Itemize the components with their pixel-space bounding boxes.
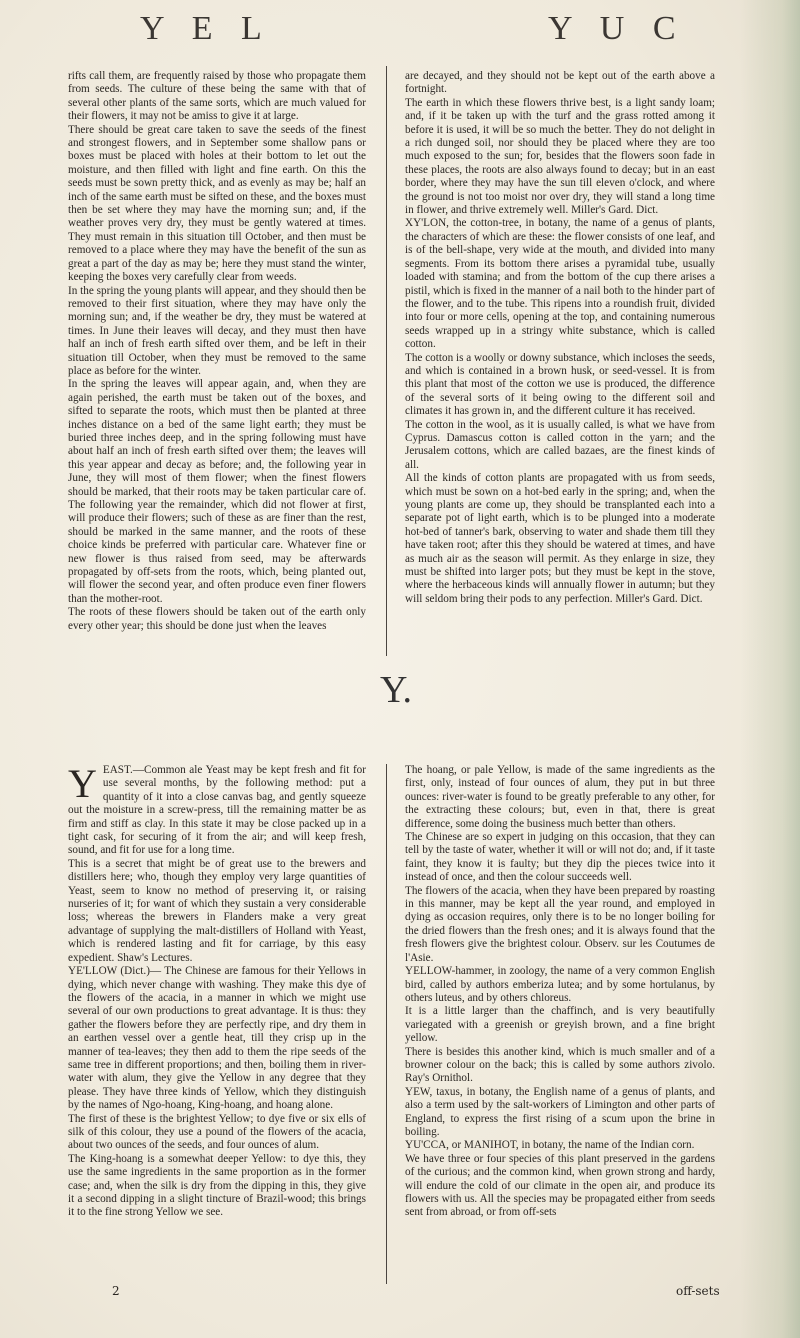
entry-yellow: YE'LLOW (Dict.)— The Chinese are famous for their Yellows in dying, which never change with washing. They make this dye of the flowers of the acacia, in a manner in which we might use several of our own productions to great advantage. It is thus: they gather the flowers before they are perfectly ripe, and dry them in an earthen vessel over a gentle heat, till they crisp up in the manner of tea-leaves; they then add to them the ripe seeds of the same tree in different proportions; and then, boiling them in river-water with alum, they give the Yellow in any degree that they please. They have three kinds of Yellow, which they distinguish by the names of Ngo-hoang, King-hoang, and hoang alone. <box>68 965 366 1112</box>
paragraph: In the spring the young plants will appear, and they should then be removed to their first situation, where they may have only the morning sun; and, if the weather be dry, they must be watered at times. In June their leaves will decay, and they must then have half an inch of fresh earth sifted over them, and be left in their situation till October, when they must be removed to the same place as before for the winter. <box>68 284 366 377</box>
paragraph: The roots of these flowers should be taken out of the earth only every other year; this should be done just when the leaves <box>68 606 366 632</box>
paragraph: The flowers of the acacia, when they have been prepared by roasting in this manner, may be kept all the year round, and employed in dying as occasion requires, only there is to be no longer boiling for the dried flowers than the fresh ones; and it is always found that the fresh flowers give the brightest colour. Observ. sur les Coutumes de l'Asie. <box>405 884 715 964</box>
paragraph: There should be great care taken to save the seeds of the finest and strongest flowers, and in September some shallow pans or boxes must be placed with holes at their bottom to let out the moisture, and then filled with light and fine earth. On this the seeds must be sown pretty thick, and as evenly as may be; half an inch of the same earth must be sifted on these, and the boxes must then be set where they may have the morning sun; and, if the weather proves very dry, they must be gently watered at times. They must remain in this situation till October, and then must be removed to a place where they may have the benefit of the sun as great a part of the day as may be; here they must stand the winter, keeping the boxes very carefully clear from weeds. <box>68 123 366 284</box>
paragraph: There is besides this another kind, which is much smaller and of a browner colour on the back; this is called by some authors zivolo. Ray's Ornithol. <box>405 1045 715 1085</box>
paragraph: The King-hoang is a somewhat deeper Yellow: to dye this, they use the same ingredients in the same proportion as in the former case; and, when the silk is dry from the dipping in this, they give it a second dipping in a slight tincture of Brazil-wood; this brings it to the fine strong Yellow we see. <box>68 1152 366 1219</box>
paragraph: are decayed, and they should not be kept out of the earth above a fortnight. <box>405 70 715 96</box>
entry-yeast: EAST.—Common ale Yeast may be kept fresh and fit for use several months, by the following method: put a quantity of it into a close canvas bag, and gently squeeze out the moisture in a screw-press, till the remaining matter be as firm and stiff as clay. In this state it may be close packed up in a tight cask, for securing of it from the air; and will keep fresh, sound, and fit for use for a long time. <box>68 764 366 857</box>
entry-yew: YEW, taxus, in botany, the English name of a genus of plants, and also a term used by the salt-workers of Limington and other parts of England, to express the first rising of a scum upon the brine in boiling. <box>405 1085 715 1138</box>
paragraph: The cotton in the wool, as it is usually called, is what we have from Cyprus. Damascus cotton is called cotton in the yarn; and the Jerusalem cottons, which are called bazaes, are the finest kinds of all. <box>405 418 715 471</box>
signature-mark: 2 <box>112 1284 120 1298</box>
catchword: off-sets <box>676 1284 720 1298</box>
paragraph: In the spring the leaves will appear again, and, when they are again perished, the earth must be taken out of the boxes, and sifted to separate the roots, which must then be planted at three inches distance on a bed of the same light earth; they must be buried three inches deep, and in the spring following must have about half an inch of fresh earth sifted over them; the leaves will this year appear and decay as before; and, the following year in June, they will most of them flower; when the finest flowers should be marked, that their roots may be taken particular care of. The following year the remainder, which did not flower at first, will produce their flowers; such of these as are finer than the rest, should be marked in the same manner, and the roots of these choice kinds be preferred with particular care. Whatever fine or new flower is thus raised from seed, may be afterwards propagated by off-sets from the roots, which, being planted out, will flower the second year, and often produce even finer flowers than the mother-root. <box>68 378 366 605</box>
column-right-top <box>405 70 715 606</box>
paragraph: It is a little larger than the chaffinch, and is very beautifully variegated with a greenish or greyish brown, and a fine bright yellow. <box>405 1005 715 1045</box>
paragraph: The Chinese are so expert in judging on this occasion, that they can tell by the taste of water, whether it will or will not do; and, if it taste faint, they know it is faulty; but they dip the pieces twice into it instead of once, and then the colour succeeds well. <box>405 831 715 884</box>
section-letter: Y. <box>380 669 413 711</box>
paragraph: The hoang, or pale Yellow, is made of the same ingredients as the first, only, instead of four ounces of alum, they put in but three ounces: river-water is found to be greatly preferable to any other, for the extracting these colours; but, even in that, there is great difference, some doing the business much better than others. <box>405 764 715 830</box>
page-edge-shading <box>740 0 800 1338</box>
paragraph: The cotton is a woolly or downy substance, which incloses the seeds, and which is contained in a brown husk, or seed-vessel. It is from this plant that most of the cotton we use is produced, the difference of the several sorts of it being owing to the different soil and climates it has grown in, and the different culture it has received. <box>405 351 715 418</box>
drop-cap: Y <box>68 761 97 806</box>
column-left-top <box>68 70 366 633</box>
entry-yucca: YU'CCA, or MANIHOT, in botany, the name of the Indian corn. <box>405 1139 695 1152</box>
entry-xylon: XY'LON, the cotton-tree, in botany, the name of a genus of plants, the characters of which are these: the flower consists of one leaf, and is of the bell-shape, very wide at the mouth, and divided into many segments. From its bottom there arises a pyramidal tube, usually loaded with stamina; and from the bottom of the cup there arises a pistil, which is fixed in the manner of a nail both to the hinder part of the flower, and to the tube. This ripens into a roundish fruit, divided into four or more cells, opening at the top, and containing numerous seeds wrapped up in a stringy white substance, which is called cotton. <box>405 217 715 351</box>
column-rule-bottom <box>386 764 387 1284</box>
paragraph: All the kinds of cotton plants are propagated with us from seeds, which must be sown on a hot-bed early in the spring; and, when the young plants are come up, they should be transplanted each into a separate pot of light earth, which is to be plunged into a moderate hot-bed of tanner's bark, observing to water and shade them till they have taken root; after this they should be watered at times, and have as much air as the season will permit. As they enlarge in size, they must be shifted into larger pots; but they must be kept in the stove, where the herbaceous kinds will annually flower in autumn; but they will seldom bring their pods to any perfection. Miller's Gard. Dict. <box>405 472 715 605</box>
column-right-bottom <box>405 764 715 1220</box>
paragraph: The earth in which these flowers thrive best, is a light sandy loam; and, if it be taken up with the turf and the grass rotted among it before it is used, it will be so much the better. They do not delight in a rich dunged soil, nor should they be placed where they are too much exposed to the sun; for, besides that the flowers soon fade in these places, the roots are also always found to decay; but in an east border, where they may have the sun till eleven o'clock, and where the ground is not too moist nor over dry, they will stand a long time in flower, and thrive extremely well. Miller's Gard. Dict. <box>405 96 715 217</box>
paragraph: This is a secret that might be of great use to the brewers and distillers here; who, though they employ very large quantities of Yeast, seem to know no method of preserving it, or raising nurseries of it; for want of which they sustain a very considerable loss; whereas the brewers in Flanders make a very great advantage of supplying the malt-distillers of Holland with Yeast, which is rendered lasting and fit for carriage, by this easy expedient. Shaw's Lectures. <box>68 857 366 964</box>
running-head-left: Y E L <box>140 10 272 47</box>
paragraph: We have three or four species of this plant preserved in the gardens of the curious; and the common kind, when grown strong and hardy, will endure the cold of our climate in the open air, and produce its flowers with us. All the species may be propagated either from seeds sent from abroad, or from off-sets <box>405 1152 715 1219</box>
paragraph: rifts call them, are frequently raised by those who propagate them from seeds. The culture of these being the same with that of several other plants of the same sorts, which are much valued for their flowers, it may not be amiss to give it at large. <box>68 70 366 123</box>
paragraph: The first of these is the brightest Yellow; to dye five or six ells of silk of this colour, they use a pound of the flowers of the acacia, about two ounces of the seeds, and four ounces of alum. <box>68 1112 366 1152</box>
column-left-bottom <box>68 761 366 1220</box>
running-head-right: Y U C <box>548 10 686 47</box>
column-rule-top <box>386 66 387 656</box>
entry-yellow-hammer: YELLOW-hammer, in zoology, the name of a very common English bird, called by authors emberiza lutea; and by some hortulanus, by others luteus, and by others chloreus. <box>405 965 715 1004</box>
